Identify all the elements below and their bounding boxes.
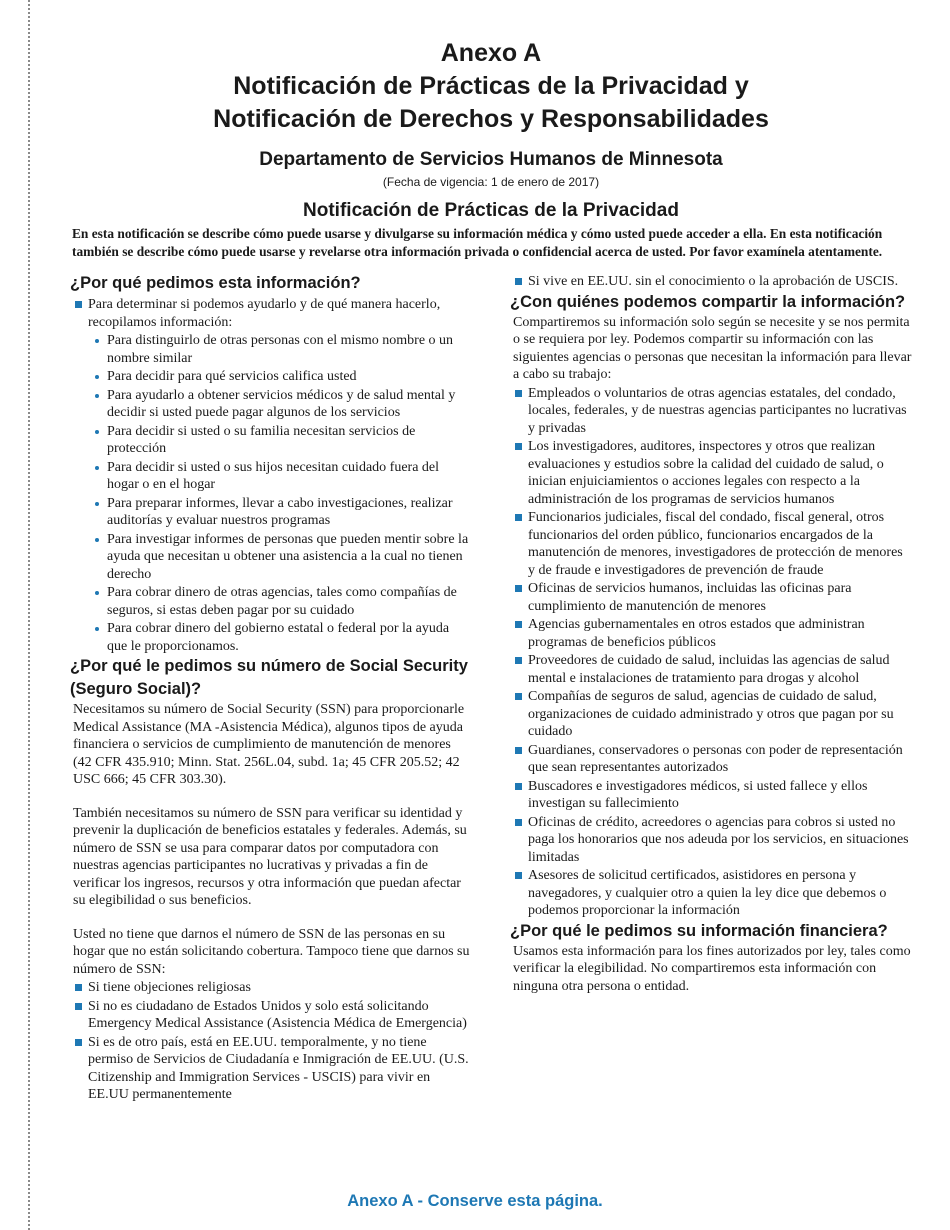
list-item-text: Oficinas de servicios humanos, incluidas las oficinas para cumplimiento de manutención de menores bbox=[528, 581, 852, 614]
why-ask-list bbox=[70, 296, 470, 655]
square-bullet-icon bbox=[75, 1003, 82, 1010]
list-item-text: Si no es ciudadano de Estados Unidos y solo está solicitando Emergency Medical Assistance (Asistencia Médica de Emergencia) bbox=[88, 998, 467, 1031]
title-line: Notificación de Prácticas de la Privacidad y bbox=[233, 72, 749, 100]
list-item bbox=[510, 867, 912, 920]
square-bullet-icon bbox=[75, 984, 82, 991]
list-item bbox=[88, 459, 470, 494]
right-column bbox=[510, 272, 912, 995]
list-item bbox=[70, 1034, 470, 1104]
section-heading-financial: ¿Por qué le pedimos su información financiera? bbox=[510, 921, 888, 940]
dot-bullet-icon bbox=[95, 339, 99, 343]
document-header bbox=[70, 37, 912, 223]
list-item-text: Asesores de solicitud certificados, asistidores en persona y navegadores, y cualquier otro a quien la ley dice que debemos o podemos proporcionar la información bbox=[528, 868, 887, 918]
ssn-paragraph-2: También necesitamos su número de SSN para verificar su identidad y prevenir la duplicación de beneficios estatales y federales. Además, su número de SSN se usa para comparar datos por computadora con nuestras agencias participantes no lucrativas y privadas a fin de verificar los ingresos, recursos y otra información que puedan afectar su elegibilidad o sus beneficios. bbox=[73, 805, 467, 908]
square-bullet-icon bbox=[515, 585, 522, 592]
list-item-text: Proveedores de cuidado de salud, incluidas las agencias de salud mental e instalaciones de tratamiento para drogas y alcohol bbox=[528, 653, 890, 686]
ssn-exceptions-list bbox=[70, 979, 470, 1104]
square-bullet-icon bbox=[515, 514, 522, 521]
list-item bbox=[510, 385, 912, 438]
list-item bbox=[510, 814, 912, 867]
square-bullet-icon bbox=[515, 872, 522, 879]
page-footer: Anexo A - Conserve esta página. bbox=[347, 1192, 603, 1210]
list-item bbox=[510, 616, 912, 651]
dot-bullet-icon bbox=[95, 591, 99, 595]
list-item-text: Compañías de seguros de salud, agencias de cuidado de salud, organizaciones de cuidado administrado y otros que pagan por su cuidado bbox=[528, 689, 894, 739]
list-item bbox=[70, 979, 470, 997]
list-item bbox=[510, 652, 912, 687]
list-item bbox=[510, 580, 912, 615]
square-bullet-icon bbox=[515, 747, 522, 754]
dot-bullet-icon bbox=[95, 394, 99, 398]
square-bullet-icon bbox=[515, 819, 522, 826]
notice-title: Notificación de Prácticas de la Privacidad bbox=[303, 200, 679, 221]
section-heading-ssn: ¿Por qué le pedimos su número de Social Security (Seguro Social)? bbox=[70, 657, 468, 698]
list-item-text: Para decidir si usted o sus hijos necesitan cuidado fuera del hogar o en el hogar bbox=[107, 459, 440, 492]
list-item bbox=[70, 296, 470, 655]
dot-bullet-icon bbox=[95, 466, 99, 470]
list-item-text: Si tiene objeciones religiosas bbox=[88, 980, 251, 995]
list-item-text: Si vive en EE.UU. sin el conocimiento o la aprobación de USCIS. bbox=[528, 274, 899, 289]
square-bullet-icon bbox=[515, 783, 522, 790]
title-line: Anexo A bbox=[440, 39, 542, 67]
dot-bullet-icon bbox=[95, 627, 99, 631]
square-bullet-icon bbox=[515, 278, 522, 285]
list-item-text: Para cobrar dinero de otras agencias, tales como compañías de seguros, si estas deben pagar por su cuidado bbox=[107, 585, 457, 618]
list-item bbox=[510, 509, 912, 579]
why-ask-sublist bbox=[88, 332, 470, 655]
list-item bbox=[510, 688, 912, 741]
list-item bbox=[88, 584, 470, 619]
list-item-text: Si es de otro país, está en EE.UU. temporalmente, y no tiene permiso de Servicios de Ciudadanía e Inmigración de EE.UU. (U.S. Citizenship and Immigration Services - USCIS) para vivir en EE.UU permanentemente bbox=[88, 1034, 469, 1102]
square-bullet-icon bbox=[75, 1039, 82, 1046]
list-item bbox=[88, 368, 470, 386]
list-item bbox=[88, 332, 470, 367]
list-item bbox=[70, 998, 470, 1033]
dot-bullet-icon bbox=[95, 538, 99, 542]
ssn-paragraph-1: Necesitamos su número de Social Security (SSN) para proporcionarle Medical Assistance (MA -Asistencia Médica), algunos tipos de ayuda financiera o servicios de cumplimiento de manutención de menores (42 CFR 435.910; Minn. Stat. 256L.04, subd. 1a; 45 CFR 205.52; 42 USC 666; 45 CFR 303.30). bbox=[73, 702, 465, 787]
why-ask-lead: Para determinar si podemos ayudarlo y de qué manera hacerlo, recopilamos información: bbox=[88, 297, 441, 330]
dot-bullet-icon bbox=[95, 375, 99, 379]
list-item-text: Buscadores e investigadores médicos, si usted fallece y ellos investigan su fallecimiento bbox=[528, 778, 868, 811]
list-item-text: Para investigar informes de personas que pueden mentir sobre la ayuda que necesitan u obtener una asistencia a la cual no tienen derecho bbox=[107, 531, 469, 582]
financial-paragraph: Usamos esta información para los fines autorizados por ley, tales como verificar la elegibilidad. No compartiremos esta información con ninguna otra persona o entidad. bbox=[513, 943, 911, 994]
list-item-text: Oficinas de crédito, acreedores o agencias para cobros si usted no paga los honorarios que nos adeuda por los servicios, en situaciones limitadas bbox=[528, 814, 909, 865]
list-item bbox=[88, 620, 470, 655]
list-item-text: Para preparar informes, llevar a cabo investigaciones, realizar auditorías y evaluar nuestros programas bbox=[107, 495, 453, 528]
list-item-text: Guardianes, conservadores o personas con poder de representación que sean representantes autorizados bbox=[528, 742, 903, 775]
list-item-text: Para cobrar dinero del gobierno estatal o federal por la ayuda que le proporcionamos. bbox=[107, 621, 450, 654]
department-name: Departamento de Servicios Humanos de Minnesota bbox=[259, 149, 723, 170]
list-item-text: Para decidir si usted o su familia necesitan servicios de protección bbox=[107, 423, 416, 456]
effective-date: (Fecha de vigencia: 1 de enero de 2017) bbox=[382, 175, 600, 189]
list-item-text: Agencias gubernamentales en otros estados que administran programas de beneficios públicos bbox=[528, 617, 865, 650]
list-item bbox=[510, 742, 912, 777]
square-bullet-icon bbox=[515, 443, 522, 450]
list-item bbox=[510, 273, 912, 291]
list-item bbox=[510, 778, 912, 813]
list-item-text: Los investigadores, auditores, inspectores y otros que realizan evaluaciones y estudios sobre la calidad del cuidado de salud, o inician enjuiciamientos o acciones legales con respecto a la administración de los programas de servicios humanos bbox=[528, 439, 884, 507]
ssn-exceptions-list-continued bbox=[510, 273, 912, 291]
section-heading-share: ¿Con quiénes podemos compartir la información? bbox=[510, 292, 906, 311]
share-recipients-list bbox=[510, 385, 912, 920]
document-title bbox=[70, 37, 912, 136]
square-bullet-icon bbox=[515, 657, 522, 664]
square-bullet-icon bbox=[515, 621, 522, 628]
list-item-text: Para decidir para qué servicios califica usted bbox=[107, 369, 357, 384]
list-item-text: Funcionarios judiciales, fiscal del condado, fiscal general, otros funcionarios del orden público, funcionarios encargados de la manutención de menores, investigadores de protección de menores y de fraude e investigadores de prevención de fraude bbox=[528, 510, 903, 578]
dot-bullet-icon bbox=[95, 502, 99, 506]
left-column bbox=[70, 272, 470, 1104]
ssn-paragraph-3: Usted no tiene que darnos el número de SSN de las personas en su hogar que no están solicitando cobertura. Tampoco tiene que darnos su número de SSN: bbox=[73, 926, 470, 977]
list-item bbox=[88, 387, 470, 422]
square-bullet-icon bbox=[515, 693, 522, 700]
title-line: Notificación de Derechos y Responsabilidades bbox=[213, 105, 769, 133]
list-item bbox=[88, 495, 470, 530]
square-bullet-icon bbox=[515, 390, 522, 397]
dot-bullet-icon bbox=[95, 430, 99, 434]
section-heading-why-ask: ¿Por qué pedimos esta información? bbox=[70, 274, 361, 292]
document-page bbox=[70, 0, 912, 1102]
list-item-text: Empleados o voluntarios de otras agencias estatales, del condado, locales, federales, y de nuestras agencias participantes no lucrativas y privadas bbox=[528, 385, 907, 436]
list-item-text: Para ayudarlo a obtener servicios médicos y de salud mental y decidir si usted puede pagar algunos de los servicios bbox=[107, 387, 456, 420]
list-item bbox=[510, 438, 912, 508]
square-bullet-icon bbox=[75, 301, 82, 308]
list-item bbox=[88, 531, 470, 584]
list-item bbox=[88, 423, 470, 458]
intro-paragraph: En esta notificación se describe cómo puede usarse y divulgarse su información médica y cómo usted puede acceder a ella. En esta notificación también se describe cómo puede usarse y revelarse otra información privada o confidencial acerca de usted. Por favor examínela atentamente. bbox=[72, 226, 883, 259]
page-edge-divider bbox=[28, 0, 30, 1230]
list-item-text: Para distinguirlo de otras personas con el mismo nombre o un nombre similar bbox=[107, 333, 454, 366]
share-lead: Compartiremos su información solo según se necesite y se nos permita o se requiera por ley. Podemos compartir su información con las siguientes agencias o personas que necesitan la información para llevar a cabo su trabajo: bbox=[513, 314, 912, 382]
